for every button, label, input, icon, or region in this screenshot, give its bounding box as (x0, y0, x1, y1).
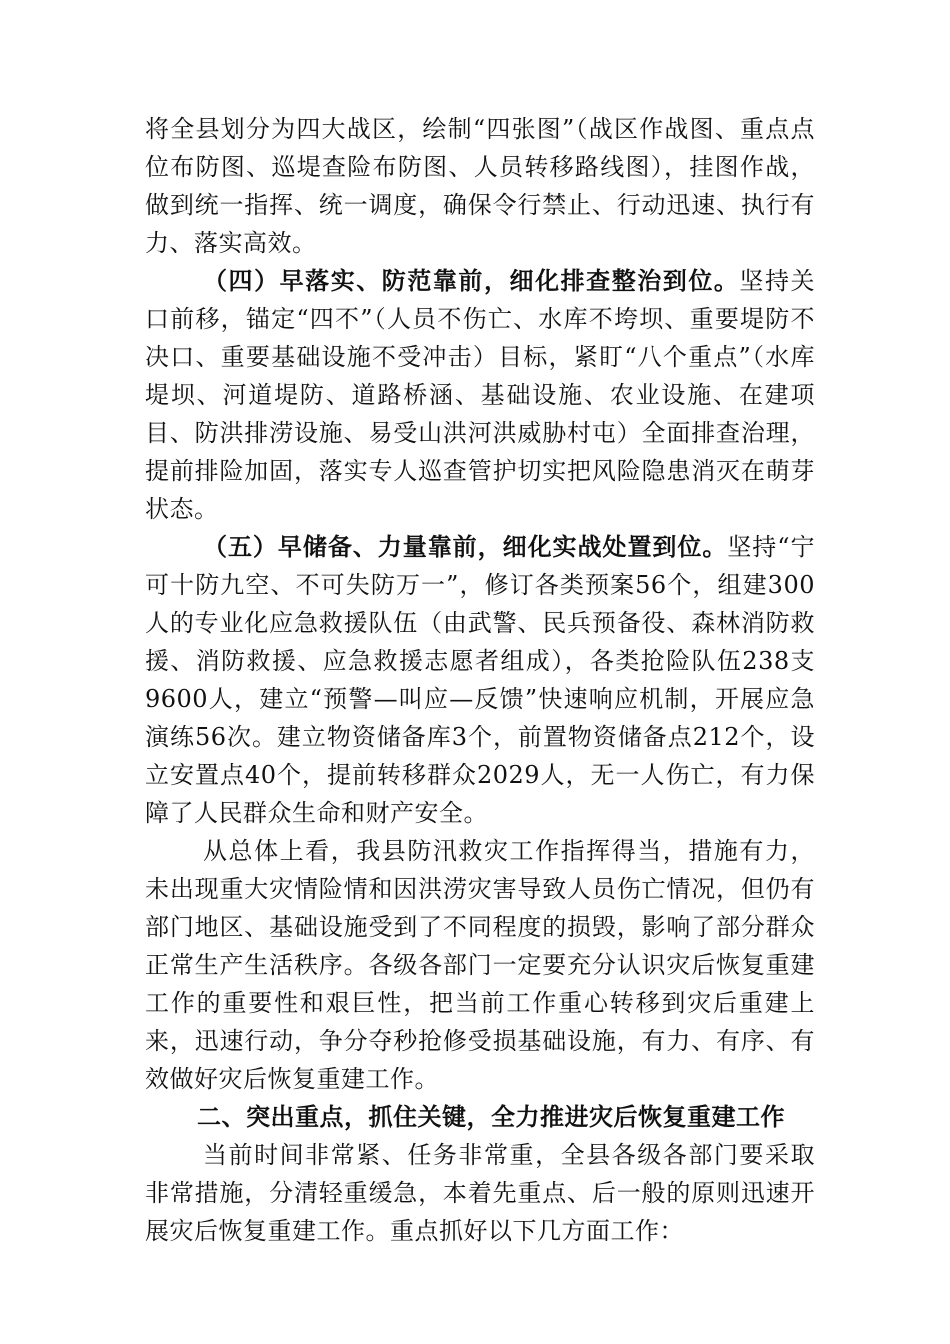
section-five-body: 坚持“宁可十防九空、不可失防万一”，修订各类预案56个，组建300人的专业化应急救援队伍（由武警、民兵预备役、森林消防救援、消防救援、应急救援志愿者组成），各类抢险队伍238支9600人，建立“预警—叫应—反馈”快速响应机制，开展应急演练56次。建立物资储备库3个，前置物资储备点212个，设立安置点40个，提前转移群众2029人，无一人伤亡，有力保障了人民群众生命和财产安全。 (145, 533, 815, 827)
paragraph-current-tasks: 当前时间非常紧、任务非常重，全县各级各部门要采取非常措施，分清轻重缓急，本着先重点、后一般的原则迅速开展灾后恢复重建工作。重点抓好以下几方面工作： (145, 1141, 815, 1245)
section-four-lead: （四）早落实、防范靠前，细化排查整治到位。 (203, 266, 740, 295)
paragraph-overall-summary: 从总体上看，我县防汛救灾工作指挥得当，措施有力，未出现重大灾情险情和因洪涝灾害导致人员伤亡情况，但仍有部门地区、基础设施受到了不同程度的损毁，影响了部分群众正常生产生活秩序。各级各部门一定要充分认识灾后恢复重建工作的重要性和艰巨性，把当前工作重心转移到灾后重建上来，迅速行动，争分夺秒抢修受损基础设施，有力、有序、有效做好灾后恢复重建工作。 (145, 837, 815, 1093)
document-page (145, 110, 815, 1250)
section-five-lead: （五）早储备、力量靠前，细化实战处置到位。 (203, 532, 728, 561)
section-heading-two: 二、突出重点，抓住关键，全力推进灾后恢复重建工作 (197, 1103, 785, 1131)
section-four-body: 坚持关口前移，锚定“四不”（人员不伤亡、水库不垮坝、重要堤防不决口、重要基础设施不受冲击）目标，紧盯“八个重点”（水库堤坝、河道堤防、道路桥涵、基础设施、农业设施、在建项目、防洪排涝设施、易受山洪河洪威胁村屯）全面排查治理，提前排险加固，落实专人巡查管护切实把风险隐患消灭在萌芽状态。 (145, 267, 816, 523)
paragraph-war-zones: 将全县划分为四大战区，绘制“四张图”（战区作战图、重点点位布防图、巡堤查险布防图、人员转移路线图），挂图作战，做到统一指挥、统一调度，确保令行禁止、行动迅速、执行有力、落实高效。 (145, 115, 815, 257)
paragraph-section-four (145, 262, 815, 528)
paragraph-section-five (145, 528, 815, 832)
